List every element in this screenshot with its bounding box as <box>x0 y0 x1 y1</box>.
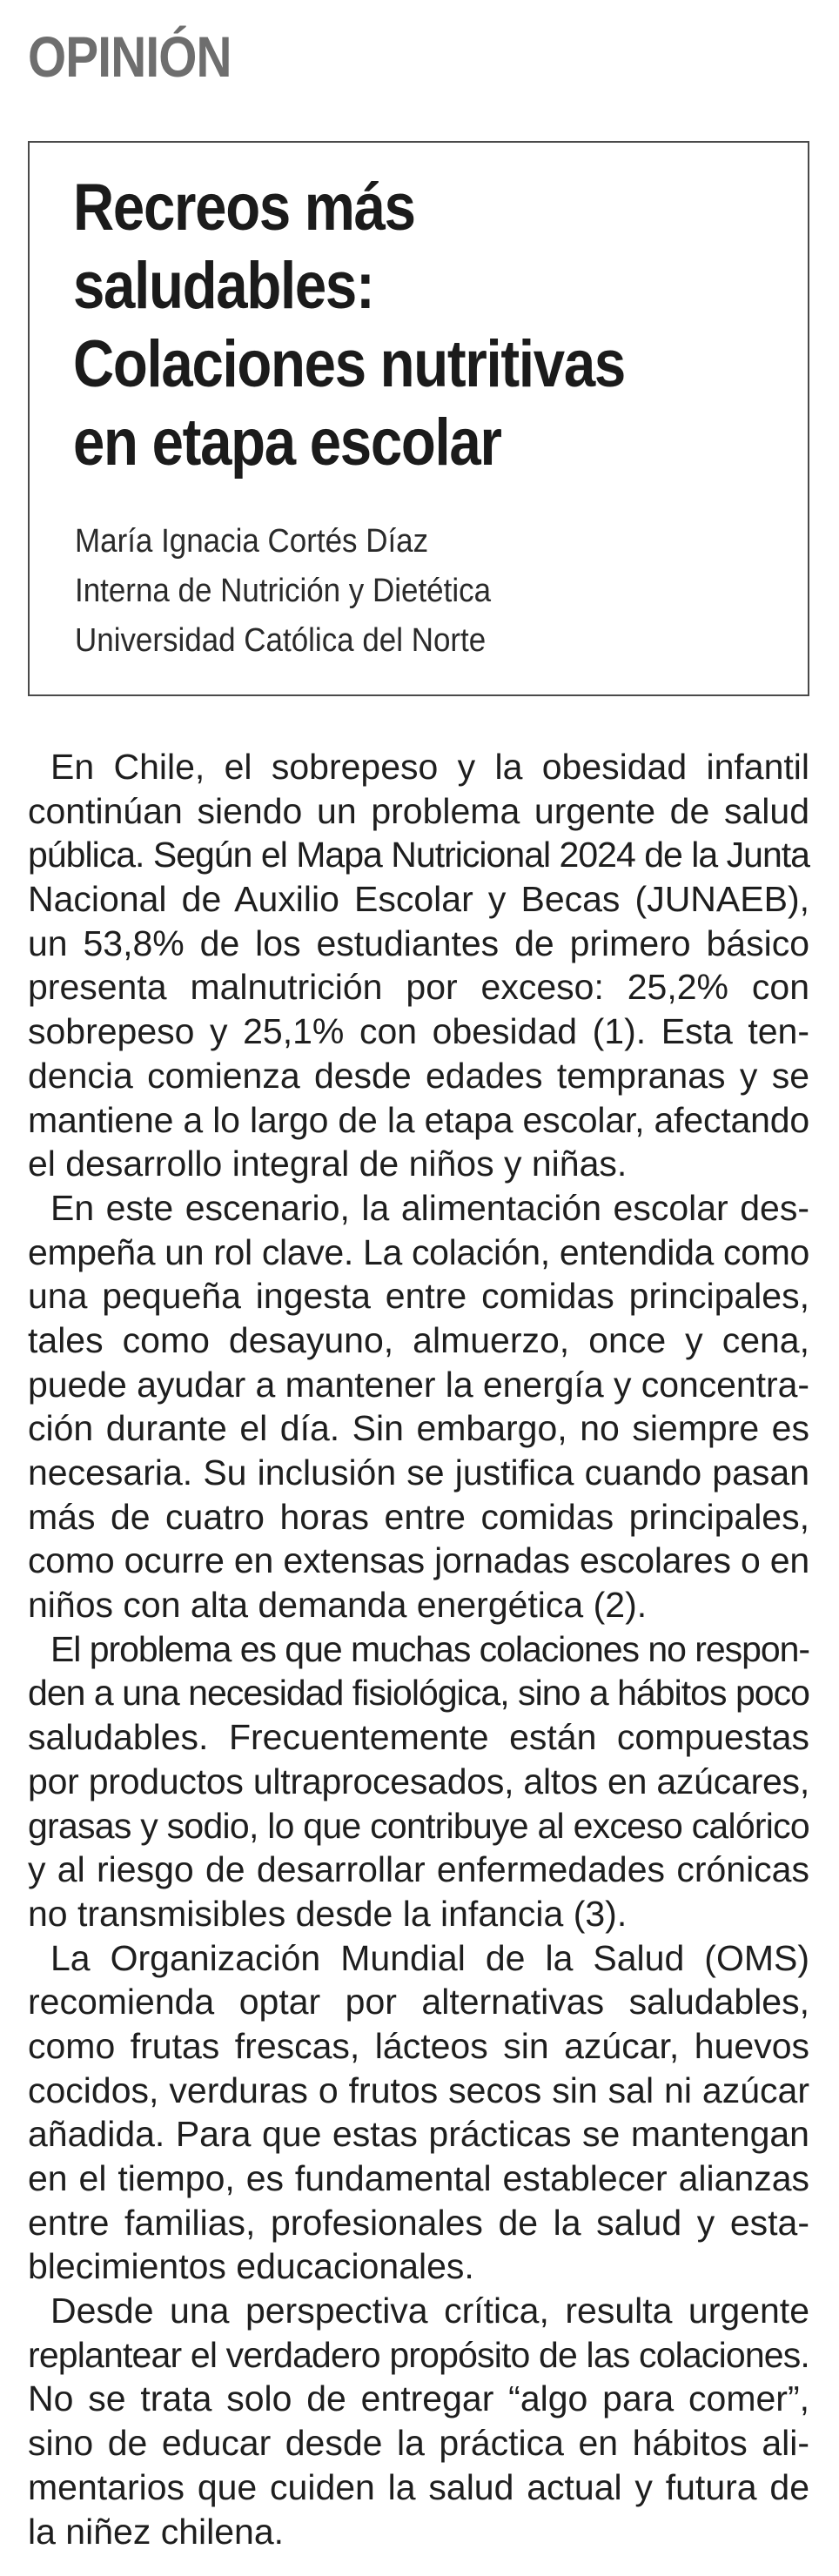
body-line: y al riesgo de desarrollar enfermedades crónicas <box>28 1849 809 1890</box>
body-line: la niñez chilena. <box>28 2511 285 2552</box>
body-line: continúan siendo un problema urgente de salud <box>28 790 809 831</box>
body-line: un 53,8% de los estudiantes de primero básico <box>28 922 809 963</box>
body-line: sobrepeso y 25,1% con obesidad (1). Esta ten- <box>28 1011 809 1052</box>
byline <box>75 517 491 666</box>
body-line: El problema es que muchas colaciones no respon- <box>50 1628 809 1669</box>
body-line: el desarrollo integral de niños y niñas. <box>28 1144 628 1184</box>
article-body <box>28 745 809 2553</box>
body-line: necesaria. Su inclusión se justifica cuando pasan <box>28 1452 809 1493</box>
body-line: no transmisibles desde la infancia (3). <box>28 1893 628 1934</box>
body-line: sino de educar desde la práctica en hábitos ali- <box>28 2423 809 2464</box>
author-name: María Ignacia Cortés Díaz <box>75 523 429 560</box>
body-line: presenta malnutrición por exceso: 25,2% con <box>28 967 809 1008</box>
body-line: den a una necesidad fisiológica, sino a hábitos poco <box>28 1673 809 1714</box>
body-line: recomienda optar por alternativas saludables, <box>28 1982 809 2023</box>
body-line: cocidos, verduras o frutos secos sin sal ni azúcar <box>28 2070 809 2110</box>
body-line: ción durante el día. Sin embargo, no siempre es <box>28 1408 809 1449</box>
body-line: mantiene a lo largo de la etapa escolar, afectando <box>28 1099 809 1140</box>
body-line: Nacional de Auxilio Escolar y Becas (JUNAEB), <box>28 879 809 920</box>
body-line: una pequeña ingesta entre comidas principales, <box>28 1276 809 1317</box>
headline-line: Recreos más <box>73 171 415 245</box>
body-line: niños con alta demanda energética (2). <box>28 1585 648 1626</box>
body-line: La Organización Mundial de la Salud (OMS) <box>50 1937 809 1978</box>
body-line: tales como desayuno, almuerzo, once y cena, <box>28 1319 809 1360</box>
body-line: En este escenario, la alimentación escolar des- <box>50 1187 809 1228</box>
headline-line: saludables: <box>73 249 374 323</box>
body-line: mentarios que cuiden la salud actual y futura de <box>28 2466 809 2507</box>
body-line: pública. Según el Mapa Nutricional 2024 de la Junta <box>28 835 809 875</box>
section-label: OPINIÓN <box>28 24 232 89</box>
body-line: grasas y sodio, lo que contribuye al exceso calórico <box>28 1805 809 1846</box>
body-line: en el tiempo, es fundamental establecer alianzas <box>28 2158 809 2198</box>
body-line: dencia comienza desde edades tempranas y se <box>28 1055 809 1096</box>
body-line: como frutas frescas, lácteos sin azúcar, huevos <box>28 2025 809 2066</box>
body-line: puede ayudar a mantener la energía y concentra- <box>28 1364 809 1405</box>
body-line: añadida. Para que estas prácticas se mantengan <box>28 2114 809 2155</box>
headline-box <box>28 141 809 696</box>
headline-line: Colaciones nutritivas <box>73 327 625 401</box>
article-headline <box>73 169 701 482</box>
body-line: replantear el verdadero propósito de las colaciones. <box>28 2334 809 2375</box>
body-line: No se trata solo de entregar “algo para comer”, <box>28 2378 809 2419</box>
author-institution: Universidad Católica del Norte <box>75 622 487 659</box>
body-line: entre familias, profesionales de la salud y esta- <box>28 2202 809 2243</box>
body-line: por productos ultraprocesados, altos en azúcares, <box>28 1761 809 1801</box>
body-line: saludables. Frecuentemente están compuestas <box>28 1717 809 1758</box>
body-line: Desde una perspectiva crítica, resulta urgente <box>50 2291 809 2331</box>
headline-line: en etapa escolar <box>73 406 501 480</box>
body-line: empeña un rol clave. La colación, entendida como <box>28 1231 809 1272</box>
body-line: blecimientos educacionales. <box>28 2246 474 2287</box>
body-line: En Chile, el sobrepeso y la obesidad infantil <box>50 747 809 787</box>
author-role: Interna de Nutrición y Dietética <box>75 573 492 609</box>
body-line: como ocurre en extensas jornadas escolares o en <box>28 1540 809 1581</box>
body-line: más de cuatro horas entre comidas principales, <box>28 1496 809 1537</box>
